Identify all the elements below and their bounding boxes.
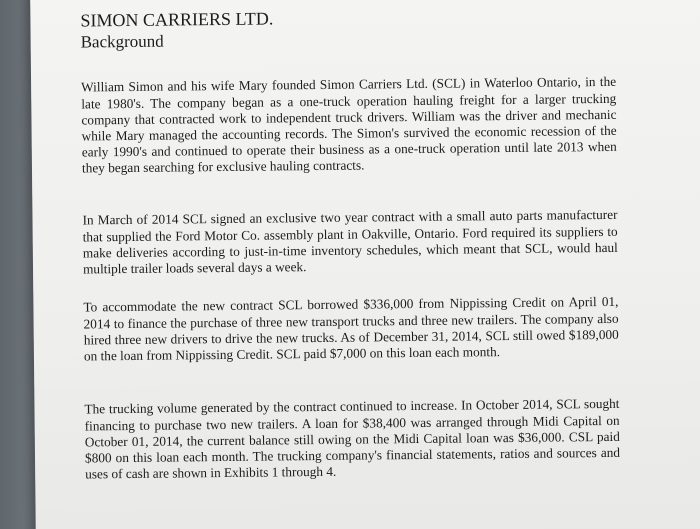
paragraph-loan-midi: The trucking volume generated by the contract continued to increase. In October 2014, SCL sought financing to purchase two new trailers. A loan for $38,400 was arranged through Midi Capital on October 01, 2014, the current balance still owing on the Midi Capital loan was $36,000. CSL paid $800 on this loan each month. The trucking company's financial statements, ratios and sources and uses of cash are shown in Exhibits 1 through 4. xyxy=(84,396,621,482)
document-page xyxy=(30,0,700,529)
paragraph-contract: In March of 2014 SCL signed an exclusive two year contract with a small auto parts manufacturer that supplied the Ford Motor Co. assembly plant in Oakville, Ontario. Ford required its suppliers to make deliveries according to just-in-time inventory schedules, which meant that SCL, would haul multiple trailer loads several days a week. xyxy=(82,207,618,277)
document-content xyxy=(80,5,650,482)
section-heading: Background xyxy=(80,31,164,52)
company-name: SIMON CARRIERS LTD. xyxy=(80,8,274,31)
paragraph-loan-nippissing: To accommodate the new contract SCL borrowed $336,000 from Nippissing Credit on April 01, 2014 to finance the purchase of three new transport trucks and three new trailers. The company also hired three new drivers to drive the new trucks. As of December 31, 2014, SCL still owed $189,000 on the loan from Nippissing Credit. SCL paid $7,000 on this loan each month. xyxy=(83,294,619,364)
paragraph-founding: William Simon and his wife Mary founded Simon Carriers Ltd. (SCL) in Waterloo Ontario, in the late 1980's. The company began as a one-truck operation hauling freight for a larger trucking company that contracted work to independent truck drivers. William was the driver and mechanic while Mary managed the accounting records. The Simon's survived the economic recession of the early 1990's and continued to operate their business as a one-truck operation until late 2013 when they began searching for exclusive hauling contracts. xyxy=(81,74,617,176)
